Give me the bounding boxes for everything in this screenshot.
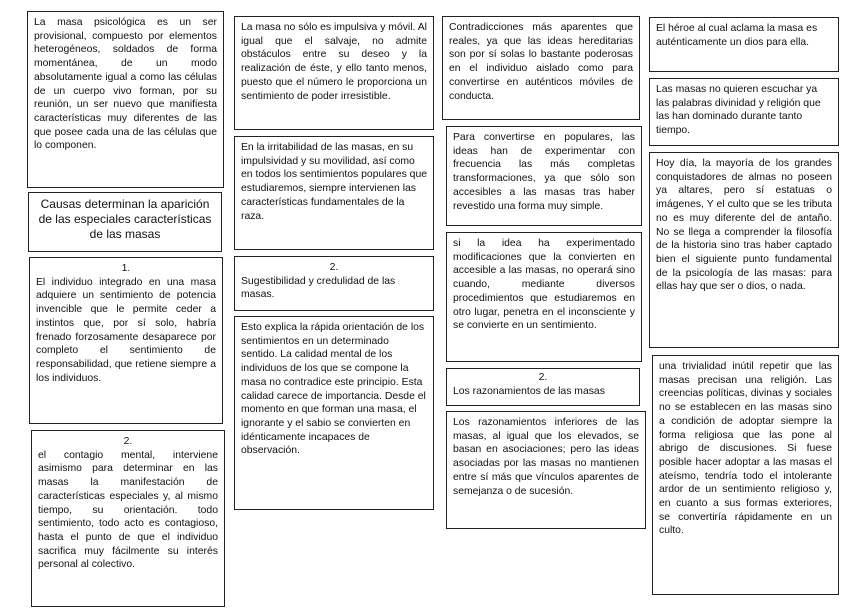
reasoning-title-box bbox=[446, 368, 640, 406]
reasoning-text: Los razonamientos inferiores de las masas, al igual que los elevados, se basan en asociaciones; pero las ideas asociadas por las masas no mantienen entre sí más que vínculos aparentes de semejanza o de sucesión. bbox=[453, 417, 639, 497]
words-text: Las masas no quieren escuchar ya las palabras divinidad y religión que las han dominado durante tanto tiempo. bbox=[656, 84, 821, 137]
hero-text: El héroe al cual aclama la masa es auténticamente un dios para ella. bbox=[656, 23, 818, 48]
cause-2-number: 2. bbox=[123, 436, 133, 447]
contradictions-text: Contradicciones más aparentes que reales, ya que las ideas hereditarias son por sí solas lo bastante poderosas en el individuo aislado como para convertirse en auténticos móviles de conducta. bbox=[449, 22, 633, 102]
popular-box bbox=[446, 126, 642, 226]
words-box bbox=[649, 78, 839, 146]
reasoning-text-box bbox=[446, 411, 646, 529]
idea-box bbox=[446, 232, 642, 362]
causes-title-box bbox=[28, 192, 222, 252]
impulsive-box bbox=[234, 16, 434, 130]
orientation-box bbox=[234, 316, 434, 510]
cause-1-number: 1. bbox=[121, 263, 131, 274]
impulsive-text: La masa no sólo es impulsiva y móvil. Al igual que el salvaje, no admite obstáculos entre su deseo y la realización de éste, y ello tanto menos, puesto que el número le proporciona un sentimiento de poder irresistible. bbox=[241, 22, 427, 102]
definition-box bbox=[27, 11, 224, 188]
religion-box bbox=[652, 355, 839, 595]
causes-title: Causas determinan la aparición de las especiales características de las masas bbox=[38, 197, 212, 241]
cause-1-box bbox=[29, 257, 223, 424]
contradictions-box bbox=[442, 16, 640, 120]
cause-2-box bbox=[31, 430, 225, 607]
cause-1-text: El individuo integrado en una masa adquiere un sentimiento de potencia invencible que le permite ceder a instintos que, por sí solo, habría frenado forzosamente desaparece por completo el sentimiento de responsabilidad, que retiene siempre a los individuos. bbox=[36, 276, 216, 384]
orientation-text: Esto explica la rápida orientación de los sentimientos en un determinado sentido. La calidad mental de los individuos de los que se compone la masa no contradice este principio. Esta calidad carece de importancia. Desde el momento en que forman una masa, el ignorante y el sabio se convierten en idénticamente incapaces de observación. bbox=[241, 322, 426, 457]
suggestibility-number: 2. bbox=[329, 262, 339, 273]
cause-2-text: el contagio mental, interviene asimismo para determinar en las masas la manifestación de características especiales y, al mismo tiempo, su orientación. todo sentimiento, todo acto es contagioso, hasta el punto de que el individuo sacrifica muy fácilmente su interés personal al colectivo. bbox=[38, 449, 218, 571]
idea-text: si la idea ha experimentado modificaciones que la convierten en accesible a las masas, no operará sino cuando, mediante diversos procedimientos que estudiaremos en otro lugar, penetra en el inconsciente y se convierte en un sentimiento. bbox=[453, 238, 635, 332]
conquerors-box bbox=[649, 152, 839, 348]
irritability-box bbox=[234, 136, 434, 250]
religion-text: una trivialidad inútil repetir que las masas precisan una religión. Las creencias políticas, divinas y sociales no se establecen en las masas sino a condición de adoptar siempre la forma religiosa que las pone al abrigo de discusiones. Si fuese posible hacer adoptar a las masas el ateísmo, tendría todo el intolerante ardor de un sentimiento religioso y, en cuanto a sus formas exteriores, se convertiría rápidamente en un culto. bbox=[659, 361, 832, 537]
suggestibility-text: Sugestibilidad y credulidad de las masas. bbox=[241, 275, 396, 301]
reasoning-number: 2. bbox=[538, 372, 548, 383]
suggestibility-box bbox=[234, 256, 434, 311]
hero-box bbox=[649, 17, 839, 72]
definition-text: La masa psicológica es un ser provisional, compuesto por elementos heterogéneos, soldados de forma momentánea, de un modo absolutamente igual a como las células de un cuerpo vivo forman, por su reunión, un ser nuevo que manifiesta características muy diferentes de las que posee cada una de las células que lo componen. bbox=[34, 17, 217, 152]
conquerors-text: Hoy día, la mayoría de los grandes conquistadores de almas no poseen ya altares, pero sí estatuas o imágenes, Y el culto que se les tributa no es muy diferente del de antaño. No se llega a comprender la filosofía de la historia sino tras haber captado bien el siguiente punto fundamental de la psicología de las masas: para ellas hay que ser o dios, o nada. bbox=[656, 158, 832, 293]
reasoning-title: Los razonamientos de las masas bbox=[453, 385, 605, 397]
popular-text: Para convertirse en populares, las ideas han de experimentar con frecuencia las más completas transformaciones, ya que sólo son accesibles a las masas tras haber revestido una forma muy simple. bbox=[453, 132, 635, 212]
irritability-text: En la irritabilidad de las masas, en su impulsividad y su movilidad, así como en todos los sentimientos populares que estudiaremos, siempre intervienen las características fundamentales de la raza. bbox=[241, 142, 427, 222]
